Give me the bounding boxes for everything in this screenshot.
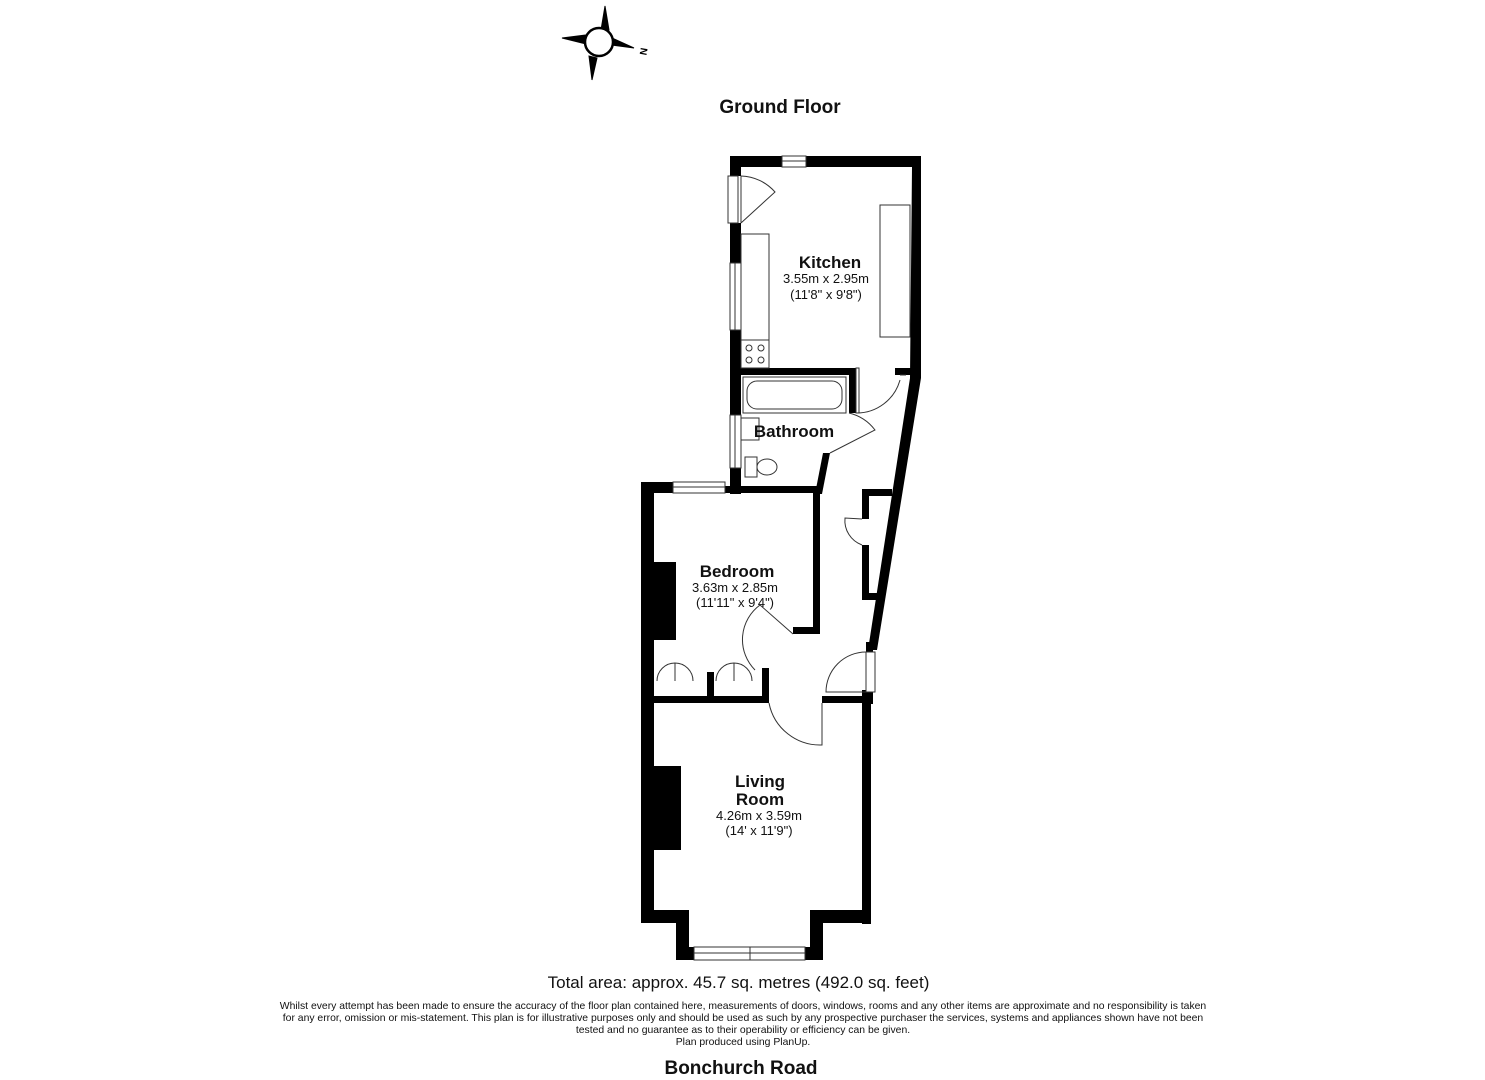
living-room-metric: 4.26m x 3.59m <box>716 808 802 823</box>
produced-by-text: Plan produced using PlanUp. <box>675 1037 811 1048</box>
disclaimer-text: Whilst every attempt has been made to ensure the accuracy of the floor plan contained here, measurements of doors, windows, rooms and any other items are approximate and no responsibility is taken for any error, omission or mis-statement. This plan is for illustrative purposes only and should be used as such by any prospective purchaser the services, systems and appliances shown have not been tested and no guarantee as to their operability or efficiency can be given. <box>279 1001 1207 1036</box>
living-room-name-line1: Living <box>734 772 786 791</box>
kitchen-imperial: (11'8" x 9'8") <box>790 287 862 302</box>
kitchen-metric: 3.55m x 2.95m <box>783 271 869 286</box>
living-room-imperial: (14' x 11'9") <box>725 823 793 838</box>
kitchen-name: Kitchen <box>798 253 862 272</box>
bathroom-name: Bathroom <box>753 422 835 441</box>
bedroom-name: Bedroom <box>699 562 775 581</box>
compass-north-label: N <box>638 47 651 57</box>
bedroom-metric: 3.63m x 2.85m <box>692 580 778 595</box>
floor-title: Ground Floor <box>719 97 841 118</box>
bedroom-imperial: (11'11" x 9'4") <box>695 595 775 610</box>
total-area: Total area: approx. 45.7 sq. metres (492.0 sq. feet) <box>547 973 930 992</box>
living-room-name-line2: Room <box>735 790 785 809</box>
address-title: Bonchurch Road <box>664 1058 818 1079</box>
compass-rose-icon <box>562 6 634 80</box>
